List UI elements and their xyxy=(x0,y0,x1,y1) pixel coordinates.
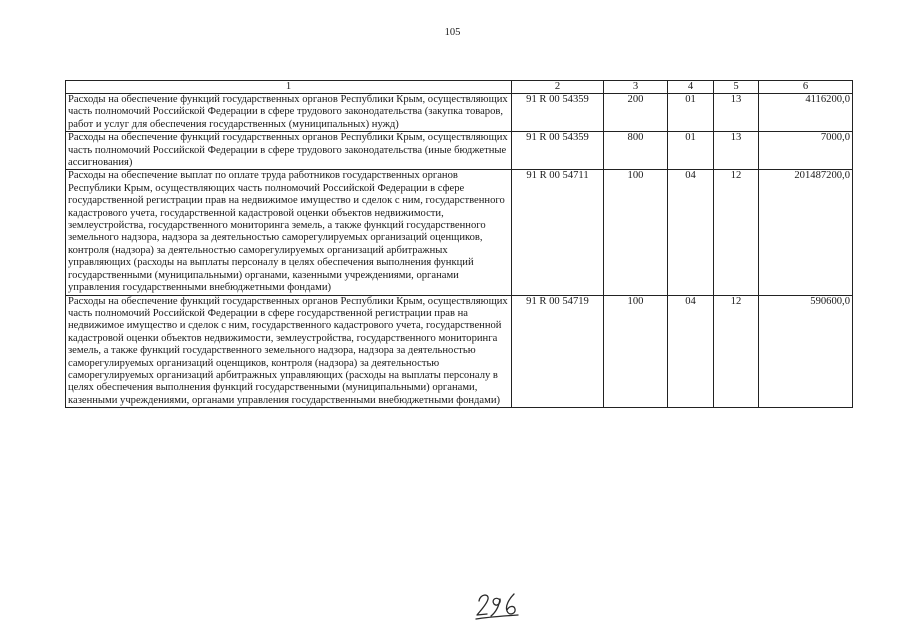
table-row xyxy=(66,132,853,170)
row-section: 01 xyxy=(668,132,714,170)
row-amount: 7000,0 xyxy=(759,132,853,170)
row-section: 01 xyxy=(668,94,714,132)
row-expense-type: 200 xyxy=(604,94,668,132)
handwritten-page-mark xyxy=(470,585,530,625)
row-amount: 201487200,0 xyxy=(759,170,853,295)
column-header-amount: 6 xyxy=(759,81,853,94)
table-row xyxy=(66,94,853,132)
row-target-code: 91 R 00 54359 xyxy=(512,132,604,170)
row-section: 04 xyxy=(668,170,714,295)
row-subsection: 12 xyxy=(714,295,759,408)
table-row xyxy=(66,170,853,295)
column-header-expense-type: 3 xyxy=(604,81,668,94)
budget-table xyxy=(65,80,853,408)
page-number: 105 xyxy=(444,27,461,38)
row-description: Расходы на обеспечение функций государственных органов Республики Крым, осуществляющих часть полномочий Российской Федерации в сфере трудового законодательства (иные бюджетные ассигнования) xyxy=(66,132,512,170)
row-description: Расходы на обеспечение функций государственных органов Республики Крым, осуществляющих часть полномочий Российской Федерации в сфере государственной регистрации прав на недвижимое имущество и сделок с ним, государственного кадастрового учета, государственной кадастровой оценки объектов недвижимости, землеустройства, государственного мониторинга земель, а также функций государственного земельного надзора, надзора за деятельностью саморегулируемых организаций оценщиков, контроля (надзора) за деятельностью саморегулируемых организаций арбитражных управляющих (расходы на выплаты персоналу в целях обеспечения выполнения функций государственными (муниципальными) органами, казенными учреждениями, органами управления государственными внебюджетными фондами) xyxy=(66,295,512,408)
table-header-row xyxy=(66,81,853,94)
row-target-code: 91 R 00 54711 xyxy=(512,170,604,295)
row-description: Расходы на обеспечение функций государственных органов Республики Крым, осуществляющих часть полномочий Российской Федерации в сфере трудового законодательства (закупка товаров, работ и услуг для обеспечения государственных (муниципальных) нужд) xyxy=(66,94,512,132)
row-description: Расходы на обеспечение выплат по оплате труда работников государственных органов Республики Крым, осуществляющих часть полномочий Российской Федерации в сфере государственной регистрации прав на недвижимое имущество и сделок с ним, государственного кадастрового учета, государственной кадастровой оценки объектов недвижимости, землеустройства, государственного мониторинга земель, а также функций государственного земельного надзора, надзора за деятельностью саморегулируемых организаций оценщиков, контроля (надзора) за деятельностью саморегулируемых организаций арбитражных управляющих (расходы на выплаты персоналу в целях обеспечения выполнения функций государственными (муниципальными) органами, казенными учреждениями, органами управления государственными внебюджетными фондами) xyxy=(66,170,512,295)
row-subsection: 13 xyxy=(714,94,759,132)
row-expense-type: 100 xyxy=(604,295,668,408)
row-amount: 4116200,0 xyxy=(759,94,853,132)
row-expense-type: 100 xyxy=(604,170,668,295)
row-subsection: 12 xyxy=(714,170,759,295)
column-header-subsection: 5 xyxy=(714,81,759,94)
column-header-section: 4 xyxy=(668,81,714,94)
column-header-code: 2 xyxy=(512,81,604,94)
table-row xyxy=(66,295,853,408)
row-target-code: 91 R 00 54359 xyxy=(512,94,604,132)
row-expense-type: 800 xyxy=(604,132,668,170)
row-target-code: 91 R 00 54719 xyxy=(512,295,604,408)
row-amount: 590600,0 xyxy=(759,295,853,408)
column-header-description: 1 xyxy=(66,81,512,94)
row-section: 04 xyxy=(668,295,714,408)
row-subsection: 13 xyxy=(714,132,759,170)
